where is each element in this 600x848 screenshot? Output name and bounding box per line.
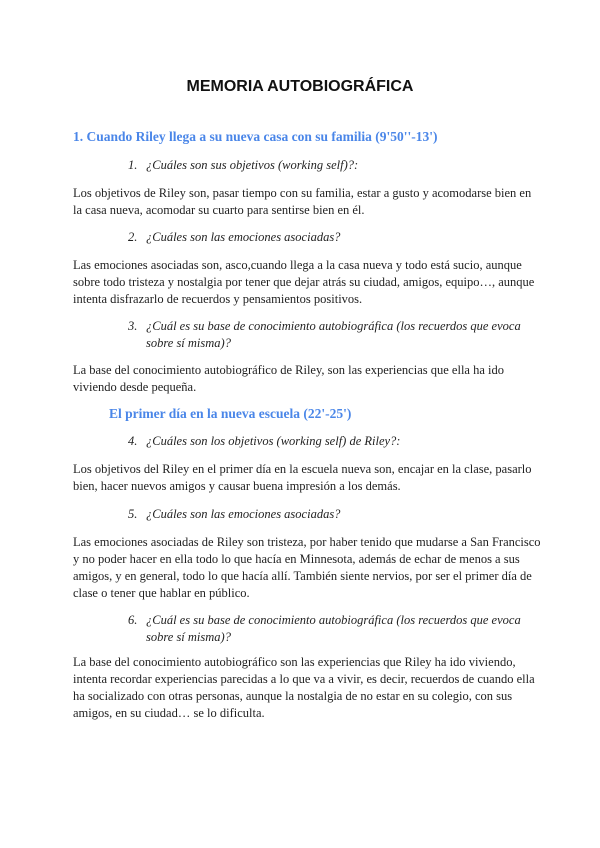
answer-line: y no poder hacer en ella todo lo que hacía en Minnesota, además de echar de menos a sus	[73, 552, 520, 566]
answer-line: Las emociones asociadas de Riley son tristeza, por haber tenido que mudarse a San Francisco	[73, 535, 541, 549]
answer-line: la casa nueva, acomodar su cuarto para sentirse bien en él.	[73, 203, 365, 217]
answer-line: Las emociones asociadas son, asco,cuando llega a la casa nueva y todo está sucio, aunque	[73, 258, 522, 272]
question-line: ¿Cuáles son las emociones asociadas?	[146, 507, 341, 521]
answer-line: intenta recordar experiencias parecidas a lo que va a vivir, es decir, recuerdos de cuando ella	[73, 672, 535, 686]
question-line: ¿Cuáles son las emociones asociadas?	[146, 230, 341, 244]
document-title: MEMORIA AUTOBIOGRÁFICA	[186, 78, 414, 95]
answer-1	[73, 185, 531, 219]
question-number: 3.	[128, 319, 138, 333]
question-line: ¿Cuál es su base de conocimiento autobiográfica (los recuerdos que evoca	[146, 319, 521, 333]
answer-line: Los objetivos del Riley en el primer día en la escuela nueva son, encajar en la clase, pasarlo	[73, 462, 532, 476]
answer-line: ha socializado con otras personas, aunque la nostalgia de no estar en su colegio, con sus	[73, 689, 513, 703]
answer-line: La base del conocimiento autobiográfico son las experiencias que Riley ha ido viviendo,	[73, 655, 516, 669]
question-3	[128, 318, 521, 352]
question-line: sobre sí misma)?	[146, 336, 231, 350]
answer-line: bien, hacer nuevos amigos y causar buena impresión a los demás.	[73, 479, 401, 493]
answer-6	[73, 654, 535, 722]
question-number: 6.	[128, 613, 138, 627]
answer-line: amigos, y en general, todo lo que hacía allí. También siente nervios, por ser el primer día de	[73, 569, 532, 583]
answer-line: viviendo desde pequeña.	[73, 380, 197, 394]
question-line: ¿Cuáles son los objetivos (working self) de Riley?:	[146, 434, 401, 448]
answer-line: clase o tener que hablar en público.	[73, 586, 250, 600]
question-line: sobre sí misma)?	[146, 630, 231, 644]
answer-2	[73, 257, 534, 308]
question-4	[128, 433, 400, 450]
question-5	[128, 506, 340, 523]
answer-line: La base del conocimiento autobiográfico de Riley, son las experiencias que ella ha ido	[73, 363, 504, 377]
question-number: 2.	[128, 230, 138, 244]
answer-line: Los objetivos de Riley son, pasar tiempo con su familia, estar a gusto y acomodarse bien en	[73, 186, 532, 200]
answer-5	[73, 534, 541, 602]
question-line: ¿Cuál es su base de conocimiento autobiográfica (los recuerdos que evoca	[146, 613, 521, 627]
question-2	[128, 229, 340, 246]
question-line: ¿Cuáles son sus objetivos (working self)?:	[146, 158, 359, 172]
section-heading-1: 1. Cuando Riley llega a su nueva casa con su familia (9'50''-13')	[73, 129, 438, 144]
answer-3	[73, 362, 504, 396]
question-number: 5.	[128, 507, 138, 521]
answer-line: sobre todo tristeza y nostalgia por tener que dejar atrás su ciudad, amigos, equipo…, aunque	[73, 275, 535, 289]
answer-4	[73, 461, 532, 495]
question-1	[128, 157, 358, 174]
answer-line: amigos, en su ciudad… se lo dificulta.	[73, 706, 265, 720]
section-heading-2: El primer día en la nueva escuela (22'-25')	[109, 406, 352, 421]
question-number: 1.	[128, 158, 138, 172]
question-number: 4.	[128, 434, 138, 448]
answer-line: intenta disfrazarlo de recuerdos y pensamientos positivos.	[73, 292, 363, 306]
question-6	[128, 612, 521, 646]
